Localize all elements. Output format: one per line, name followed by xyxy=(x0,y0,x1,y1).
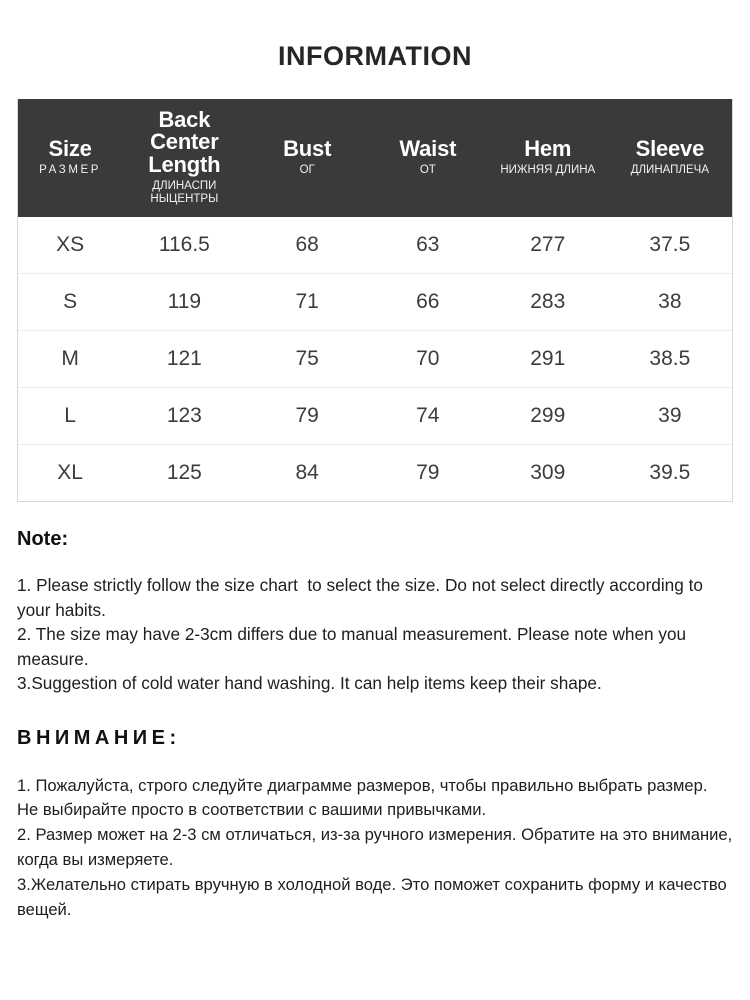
column-header-size-ru: РАЗМЕР xyxy=(39,164,102,177)
notes-body-en xyxy=(17,573,733,695)
table-row xyxy=(18,217,732,274)
note-item: 3.Suggestion of cold water hand washing. It can help items keep their shape. xyxy=(17,673,602,694)
note-item: 1. Please strictly follow the size chart to select the size. Do not select directly according to your habits. xyxy=(17,575,708,620)
note-item: 3.Желательно стирать вручную в холодной воде. Это поможет сохранить форму и качество вещей. xyxy=(17,875,732,919)
column-header-hem xyxy=(488,99,608,218)
column-header-back-center-length-ru: ДЛИНАСПИ НЫЦЕНТРЫ xyxy=(150,180,219,206)
cell-bust: 84 xyxy=(295,461,319,485)
cell-sleeve: 39.5 xyxy=(649,461,691,485)
cell-size: L xyxy=(18,388,122,445)
column-header-hem-en: Hem xyxy=(524,135,572,161)
table-row xyxy=(18,274,732,331)
cell-hem: 283 xyxy=(488,274,608,331)
column-header-back-center-length-en: Back Center Length xyxy=(148,106,221,177)
size-chart-container xyxy=(17,99,733,503)
column-header-back-center-length xyxy=(122,99,246,218)
cell-sleeve: 38.5 xyxy=(608,331,732,388)
cell-bust: 79 xyxy=(246,388,367,445)
header-row xyxy=(18,99,732,218)
column-header-waist-ru: ОТ xyxy=(419,164,436,177)
column-header-waist xyxy=(368,99,488,218)
cell-size: M xyxy=(18,331,122,388)
table-row xyxy=(18,388,732,445)
column-header-sleeve xyxy=(608,99,732,218)
column-header-sleeve-en: Sleeve xyxy=(635,135,705,161)
cell-size: XS xyxy=(18,217,122,274)
cell-waist: 74 xyxy=(368,388,488,445)
note-item: 2. Размер может на 2-3 см отличаться, из-за ручного измерения. Обратите на это внимание, когда вы измеряете. xyxy=(17,825,737,870)
size-chart-header xyxy=(18,99,732,218)
cell-hem: 299 xyxy=(488,388,608,445)
cell-sleeve: 38 xyxy=(608,274,732,331)
size-chart-table xyxy=(18,99,732,502)
cell-sleeve: 39 xyxy=(608,388,732,445)
cell-size: S xyxy=(18,274,122,331)
cell-back-center-length: 121 xyxy=(122,331,246,388)
note-item: 1. Пожалуйста, строго следуйте диаграмме размеров, чтобы правильно выбрать размер. Не выбирайте просто в соответствии с вашими привычками. xyxy=(17,775,713,820)
column-header-bust-ru: ОГ xyxy=(299,164,315,177)
cell-back-center-length: 116.5 xyxy=(122,217,246,274)
column-header-hem-ru: НИЖНЯЯ ДЛИНА xyxy=(500,164,596,177)
size-chart-body xyxy=(18,217,732,501)
cell-hem: 309 xyxy=(530,461,566,485)
column-header-size-en: Size xyxy=(48,135,92,161)
cell-size: XL xyxy=(57,461,83,485)
cell-waist: 70 xyxy=(368,331,488,388)
cell-bust: 68 xyxy=(246,217,367,274)
column-header-bust-en: Bust xyxy=(283,135,332,161)
column-header-size xyxy=(18,99,122,218)
column-header-waist-en: Waist xyxy=(399,135,457,161)
cell-waist: 79 xyxy=(416,461,440,485)
column-header-bust xyxy=(246,99,367,218)
cell-waist: 63 xyxy=(368,217,488,274)
page-title: INFORMATION xyxy=(278,41,472,71)
notes-body-ru xyxy=(17,774,737,923)
cell-hem: 291 xyxy=(488,331,608,388)
cell-hem: 277 xyxy=(488,217,608,274)
notes-heading-en: Note: xyxy=(17,528,69,551)
notes-heading-ru: ВНИМАНИЕ: xyxy=(17,726,181,749)
cell-back-center-length: 125 xyxy=(166,461,202,485)
note-item: 2. The size may have 2-3cm differs due to manual measurement. Please note when you measure. xyxy=(17,624,691,669)
column-header-sleeve-ru: ДЛИНАПЛЕЧА xyxy=(630,164,709,177)
cell-back-center-length: 119 xyxy=(122,274,246,331)
cell-sleeve: 37.5 xyxy=(608,217,732,274)
cell-back-center-length: 123 xyxy=(122,388,246,445)
table-row xyxy=(18,445,732,502)
cell-bust: 71 xyxy=(246,274,367,331)
notes-section xyxy=(17,527,737,922)
table-row xyxy=(18,331,732,388)
cell-waist: 66 xyxy=(368,274,488,331)
cell-bust: 75 xyxy=(246,331,367,388)
